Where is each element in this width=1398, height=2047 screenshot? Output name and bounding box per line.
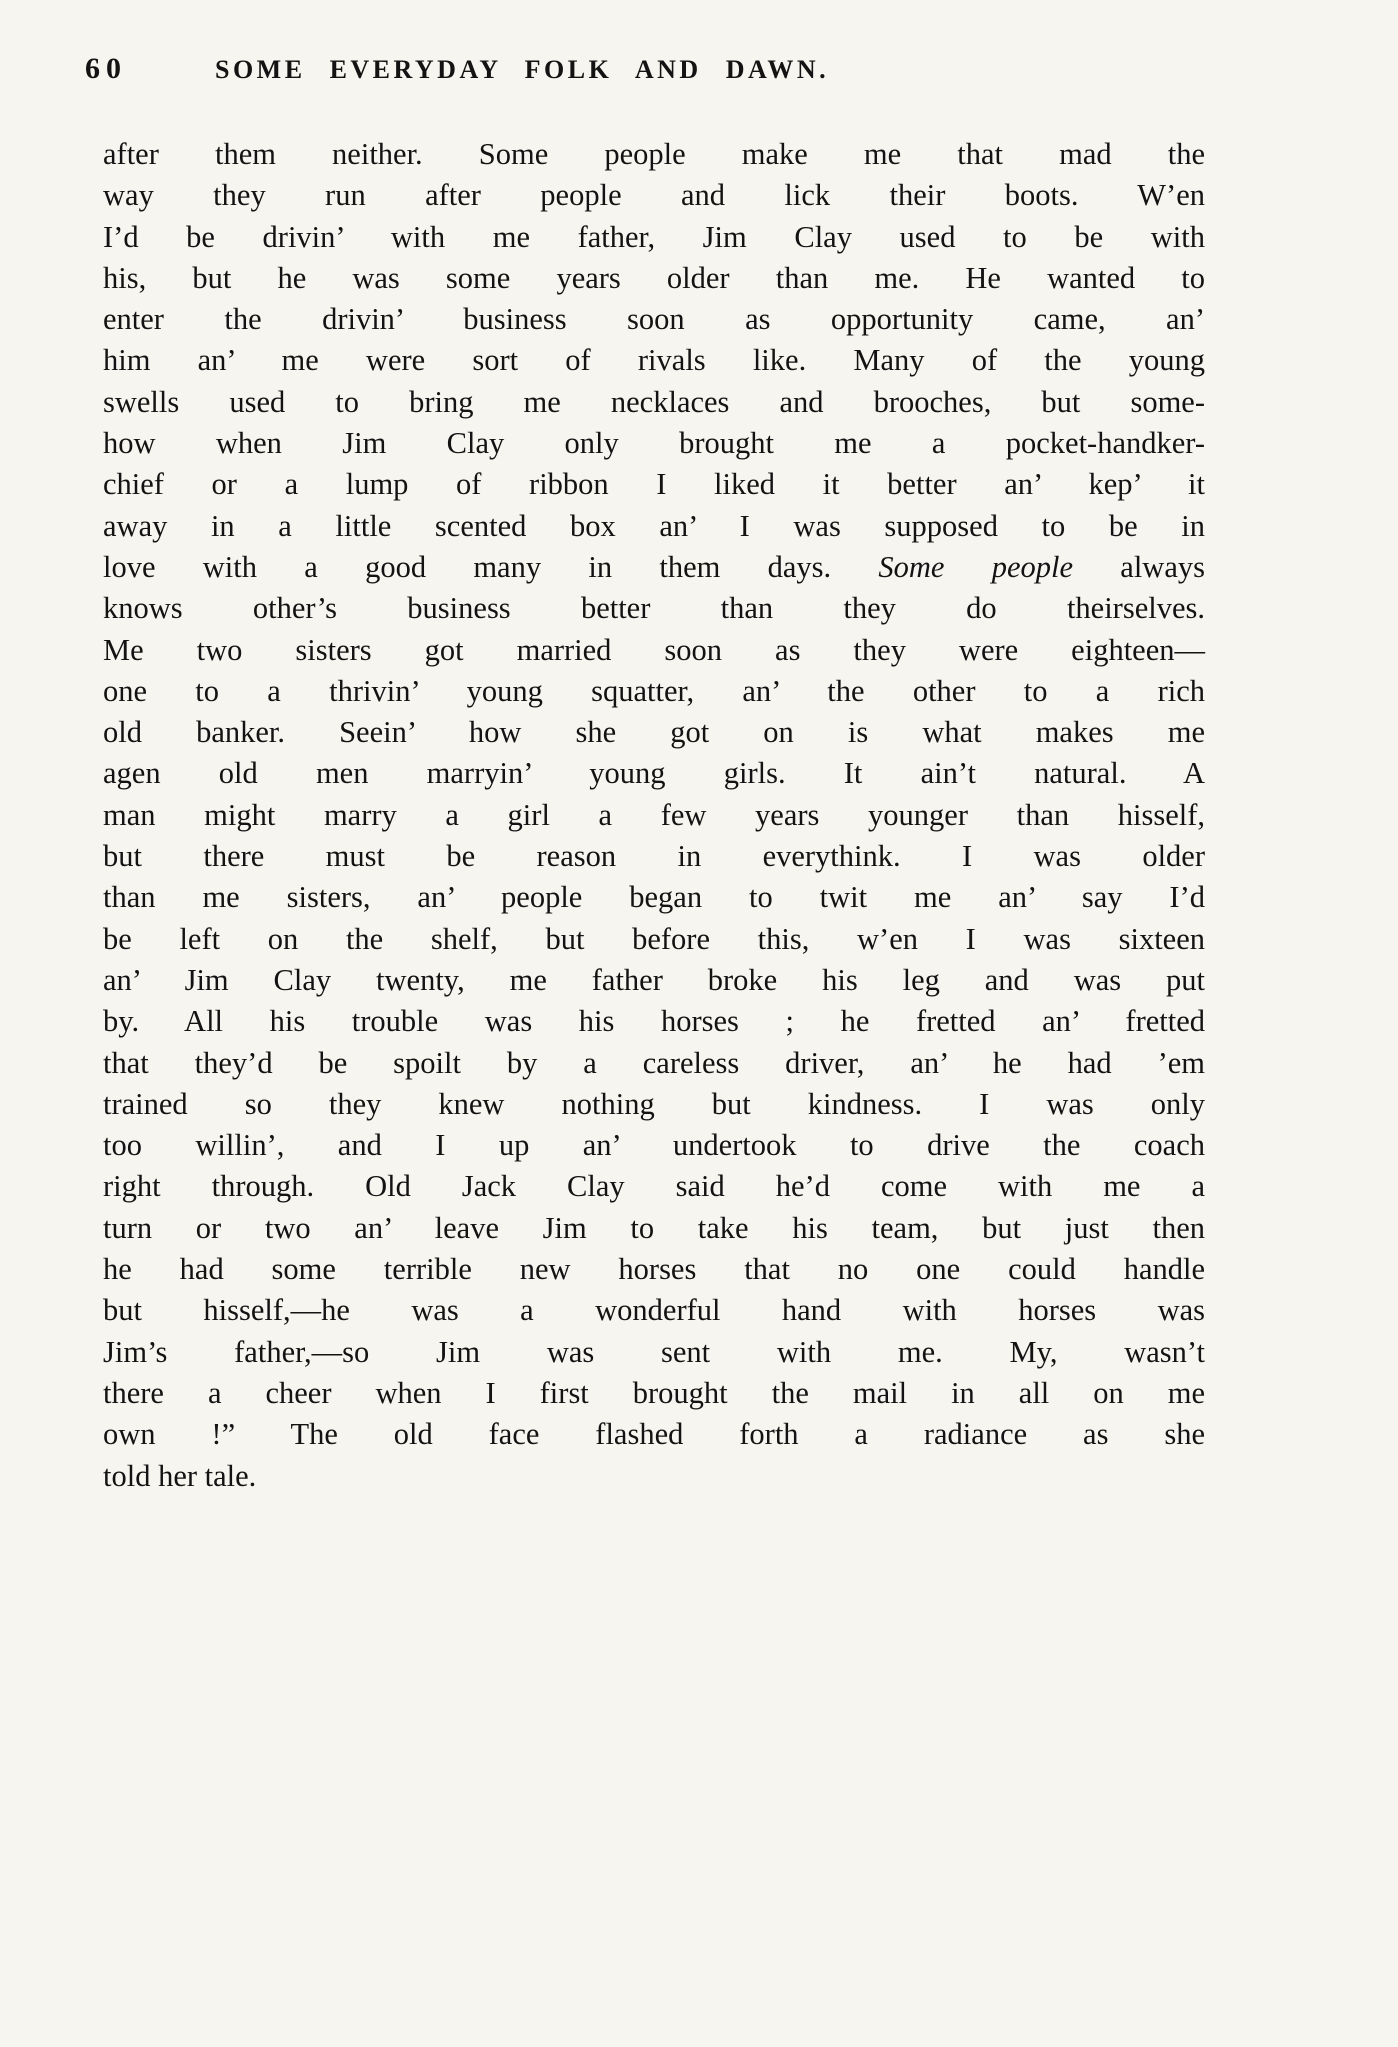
text-line: man might marry a girl a few years younger than hisself, — [103, 797, 1205, 832]
text-line: way they run after people and lick their boots. W’en — [103, 178, 1205, 213]
text-line: than me sisters, an’ people began to twit me an’ say I’d — [103, 880, 1205, 915]
text-line: away in a little scented box an’ I was supposed to be in — [103, 508, 1205, 543]
text-segment: always — [1073, 549, 1205, 584]
text-line: but hisself,—he was a wonderful hand with horses was — [103, 1293, 1205, 1328]
text-line: him an’ me were sort of rivals like. Many of the young — [103, 343, 1205, 378]
text-line: trained so they knew nothing but kindness. I was only — [103, 1086, 1205, 1121]
text-line: Jim’s father,—so Jim was sent with me. My, wasn’t — [103, 1334, 1205, 1369]
text-line: enter the drivin’ business soon as opportunity came, an’ — [103, 302, 1205, 337]
page-number: 60 — [85, 52, 127, 85]
running-header: SOME EVERYDAY FOLK AND DAWN. — [215, 55, 830, 84]
text-line: too willin’, and I up an’ undertook to drive the coach — [103, 1128, 1205, 1163]
page-header — [85, 52, 1205, 96]
text-line: that they’d be spoilt by a careless driver, an’ he had ’em — [103, 1045, 1205, 1080]
text-segment: love with a good many in them days. — [103, 549, 879, 584]
italic-phrase: Some people — [878, 549, 1074, 584]
text-line: one to a thrivin’ young squatter, an’ the other to a rich — [103, 673, 1205, 708]
text-line: by. All his trouble was his horses ; he fretted an’ fretted — [103, 1004, 1205, 1039]
page-content — [85, 52, 1205, 1497]
text-line: he had some terrible new horses that no one could handle — [103, 1252, 1205, 1287]
page-body — [103, 134, 1205, 1497]
text-line: knows other’s business better than they do theirselves. — [103, 591, 1205, 626]
text-line: his, but he was some years older than me. He wanted to — [103, 260, 1205, 295]
text-line: I’d be drivin’ with me father, Jim Clay used to be with — [103, 219, 1205, 254]
text-line: told her tale. — [103, 1458, 257, 1493]
text-line: how when Jim Clay only brought me a pocket-handker- — [103, 426, 1205, 461]
text-line: chief or a lump of ribbon I liked it better an’ kep’ it — [103, 467, 1205, 502]
text-line: there a cheer when I first brought the mail in all on me — [103, 1375, 1205, 1410]
text-line: turn or two an’ leave Jim to take his team, but just then — [103, 1210, 1205, 1245]
text-line: be left on the shelf, but before this, w’en I was sixteen — [103, 921, 1205, 956]
text-line: after them neither. Some people make me that mad the — [103, 137, 1205, 171]
text-line: agen old men marryin’ young girls. It ain’t natural. A — [103, 756, 1205, 791]
text-line: right through. Old Jack Clay said he’d come with me a — [103, 1169, 1205, 1204]
text-line — [103, 547, 1205, 588]
text-line: but there must be reason in everythink. I was older — [103, 839, 1205, 874]
text-line: old banker. Seein’ how she got on is what makes me — [103, 715, 1205, 750]
text-line: an’ Jim Clay twenty, me father broke his leg and was put — [103, 962, 1205, 997]
text-line: own !” The old face flashed forth a radiance as she — [103, 1417, 1205, 1452]
text-line: Me two sisters got married soon as they were eighteen— — [103, 632, 1205, 667]
text-line: swells used to bring me necklaces and brooches, but some- — [103, 384, 1205, 419]
